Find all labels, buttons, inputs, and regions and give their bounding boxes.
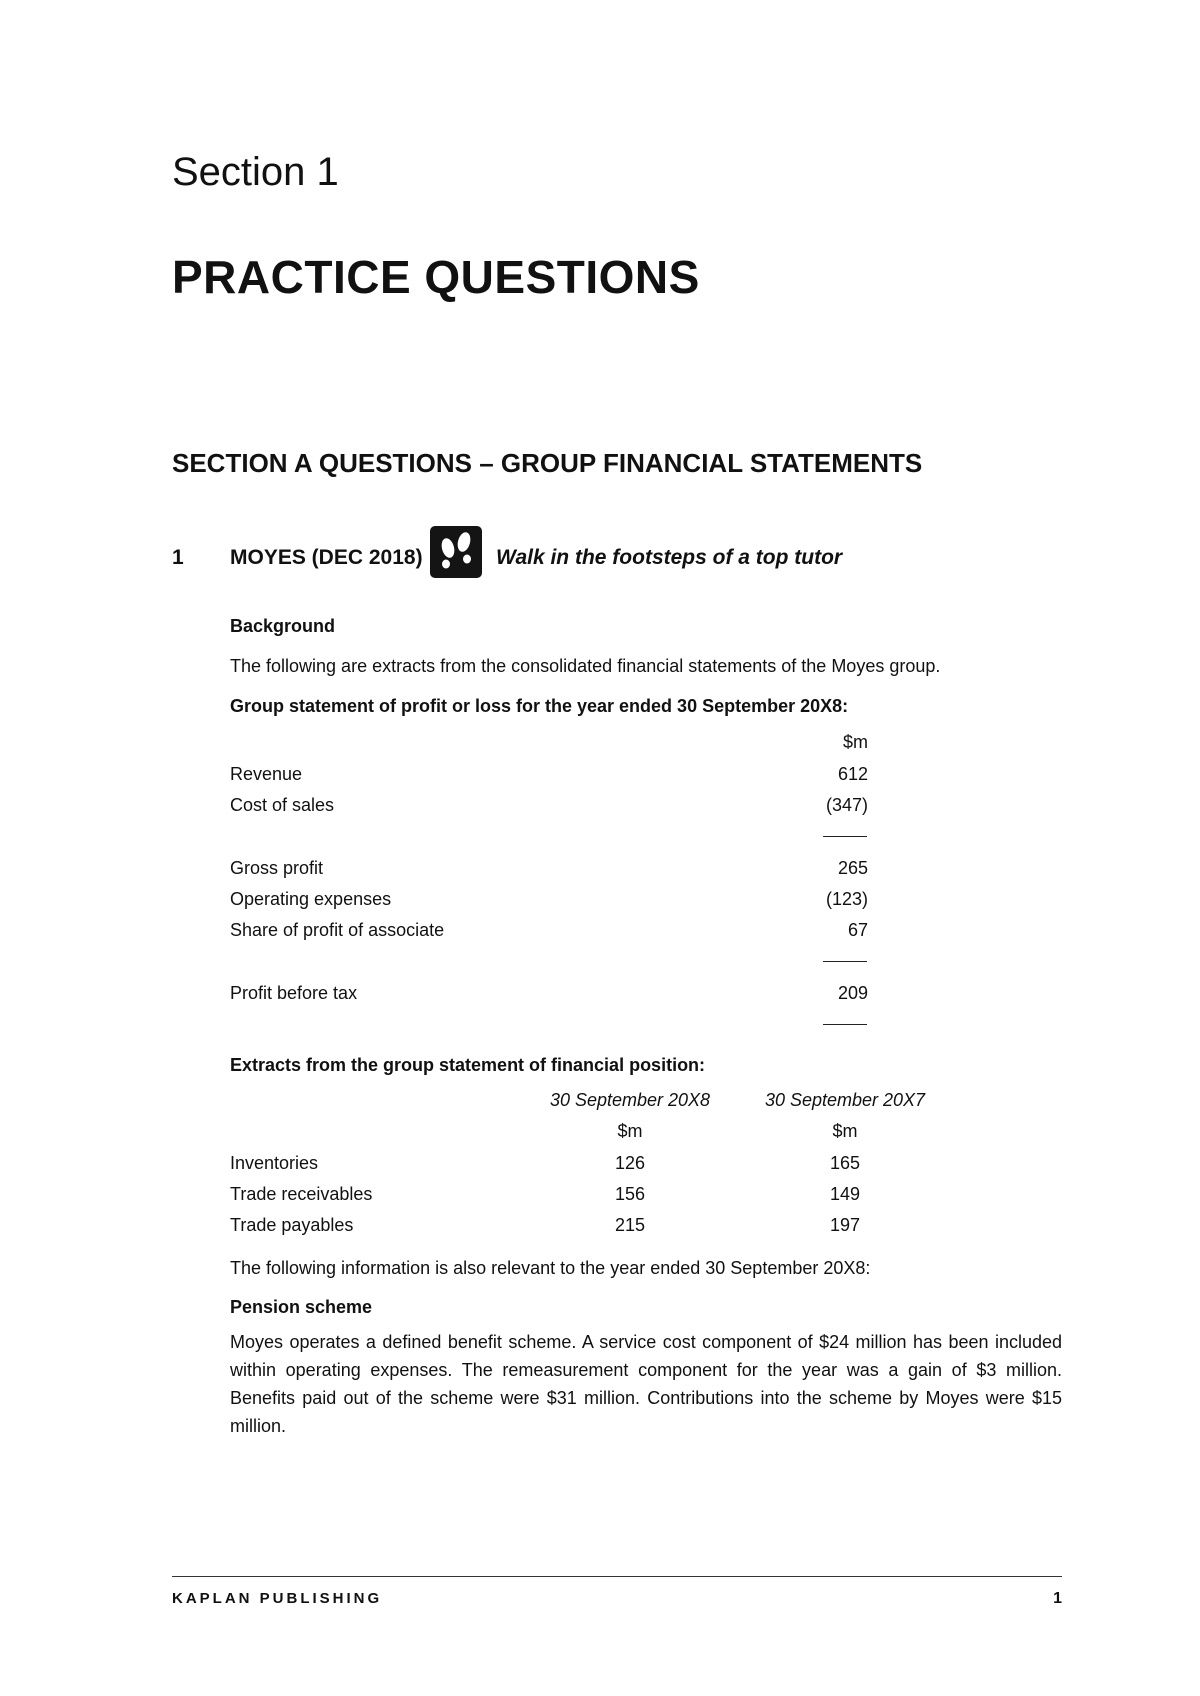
sfp-row-label: Trade payables bbox=[230, 1215, 354, 1235]
pl-row-label: Share of profit of associate bbox=[230, 920, 445, 940]
pl-row-label: Profit before tax bbox=[230, 983, 358, 1003]
intro-text: The following are extracts from the consolidated financial statements of the Moyes group. bbox=[230, 656, 941, 676]
sfp-unit: $m bbox=[617, 1121, 643, 1141]
pension-paragraph: Moyes operates a defined benefit scheme. A service cost component of $24 million has been included within operating expenses. The remeasurement component for the year was a gain of $3 million. Benefits paid out of the scheme were $31 million. Contributions into the scheme by Moyes were $15 million. bbox=[230, 1332, 1062, 1436]
pl-heading: Group statement of profit or loss for the year ended 30 September 20X8: bbox=[230, 696, 849, 716]
pl-row-label: Cost of sales bbox=[230, 795, 335, 815]
section-heading: SECTION A QUESTIONS – GROUP FINANCIAL STATEMENTS bbox=[172, 448, 923, 478]
sfp-col-header: 30 September 20X7 bbox=[764, 1090, 926, 1110]
sfp-row-value: 156 bbox=[614, 1184, 646, 1204]
question-tagline: Walk in the footsteps of a top tutor bbox=[496, 546, 843, 569]
footer-publisher: KAPLAN PUBLISHING bbox=[172, 1590, 383, 1607]
sfp-row-value: 197 bbox=[829, 1215, 861, 1235]
page-number: 1 bbox=[1053, 1590, 1062, 1607]
pl-row-label: Gross profit bbox=[230, 858, 324, 878]
pl-row-label: Operating expenses bbox=[230, 889, 392, 909]
footsteps-icon bbox=[430, 526, 482, 578]
page-title: PRACTICE QUESTIONS bbox=[172, 251, 700, 303]
pl-unit: $m bbox=[842, 732, 868, 752]
pl-row-value: 209 bbox=[837, 983, 868, 1003]
sfp-row-value: 165 bbox=[829, 1153, 861, 1173]
footer-rule bbox=[172, 1576, 1062, 1577]
sfp-row-value: 126 bbox=[614, 1153, 646, 1173]
pl-row-value: 265 bbox=[837, 858, 868, 878]
pl-row-value: 612 bbox=[837, 764, 868, 784]
pension-heading: Pension scheme bbox=[230, 1297, 373, 1317]
relevant-info-text: The following information is also relevant to the year ended 30 September 20X8: bbox=[230, 1258, 871, 1278]
pl-row-value: (347) bbox=[825, 795, 868, 815]
pl-row-value: (123) bbox=[825, 889, 868, 909]
sfp-heading: Extracts from the group statement of financial position: bbox=[230, 1055, 706, 1075]
subtotal-rule bbox=[823, 836, 867, 837]
question-name: MOYES (DEC 2018) bbox=[230, 546, 423, 569]
sfp-row-value: 215 bbox=[614, 1215, 646, 1235]
section-label: Section 1 bbox=[172, 150, 339, 194]
pl-row-value: 67 bbox=[847, 920, 868, 940]
subtotal-rule bbox=[823, 961, 867, 962]
question-number: 1 bbox=[172, 546, 184, 569]
pl-row-label: Revenue bbox=[230, 764, 303, 784]
background-heading: Background bbox=[230, 616, 336, 636]
total-rule bbox=[823, 1024, 867, 1025]
sfp-col-header: 30 September 20X8 bbox=[549, 1090, 711, 1110]
sfp-unit: $m bbox=[832, 1121, 858, 1141]
sfp-row-label: Inventories bbox=[230, 1153, 319, 1173]
sfp-row-value: 149 bbox=[829, 1184, 861, 1204]
sfp-row-label: Trade receivables bbox=[230, 1184, 373, 1204]
